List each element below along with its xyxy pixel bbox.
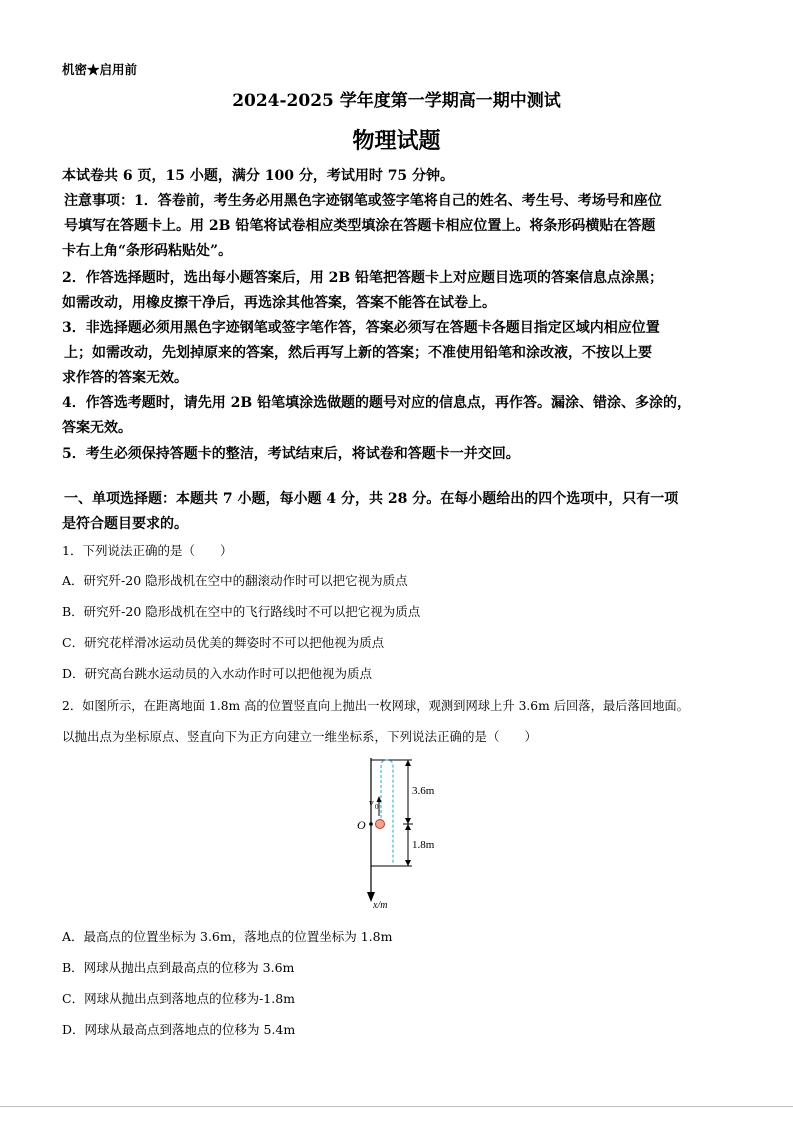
question-2-option-c: C．网球从抛出点到落地点的位移为-1.8m (62, 991, 296, 1006)
arrow-up-icon (405, 824, 411, 830)
instruction-line: 号填写在答题卡上。用 2B 铅笔将试卷相应类型填涂在答题卡相应位置上。将条形码横贴在答题 (64, 218, 656, 234)
instruction-line: 5．考生必须保持答题卡的整洁，考试结束后，将试卷和答题卡一并交回。 (62, 446, 520, 462)
exam-title: 2024-2025 学年度第一学期高一期中测试 (232, 91, 561, 111)
velocity-label: v (369, 798, 374, 809)
instruction-line: 4．作答选考题时，请先用 2B 铅笔填涂选做题的题号对应的信息点，再作答。漏涂、错涂、多涂的， (62, 395, 692, 411)
section-heading: 一、单项选择题：本题共 7 小题，每小题 4 分，共 28 分。在每小题给出的四个选项中，只有一项 (64, 491, 679, 507)
instruction-line: 如需改动，用橡皮擦干净后，再选涂其他答案，答案不能答在试卷上。 (62, 295, 496, 311)
question-2-option-d: D．网球从最高点到落地点的位移为 5.4m (62, 1022, 296, 1037)
question-2-stem-cont: 以抛出点为坐标原点、竖直向下为正方向建立一维坐标系，下列说法正确的是（ ） (62, 729, 538, 744)
section-heading-cont: 是符合题目要求的。 (62, 516, 188, 532)
instruction-line: 3．非选择题必须用黑色字迹钢笔或签字笔作答，答案必须写在答题卡各题目指定区域内相应位置 (62, 320, 660, 336)
instruction-line: 求作答的答案无效。 (62, 370, 188, 386)
subject-title: 物理试题 (352, 128, 441, 154)
trajectory-diagram (320, 752, 460, 916)
question-1-option-a: A．研究歼-20 隐形战机在空中的翻滚动作时可以把它视为质点 (62, 573, 408, 588)
distance-up-label: 3.6m (412, 785, 435, 797)
origin-label: O (357, 818, 366, 832)
instruction-line: 2．作答选择题时，选出每小题答案后，用 2B 铅笔把答题卡上对应题目选项的答案信息点涂黑； (62, 270, 664, 286)
question-1-option-d: D．研究高台跳水运动员的入水动作时可以把他视为质点 (62, 666, 373, 681)
question-2-option-b: B．网球从抛出点到最高点的位移为 3.6m (62, 960, 295, 975)
arrow-down-icon (405, 860, 411, 866)
instruction-line: 卡右上角“条形码粘贴处”。 (62, 243, 233, 259)
question-1-stem: 1．下列说法正确的是（ ） (62, 543, 233, 558)
question-1-option-b: B．研究歼-20 隐形战机在空中的飞行路线时不可以把它视为质点 (62, 604, 421, 619)
distance-down-label: 1.8m (412, 839, 435, 851)
arrow-up-icon (405, 760, 411, 766)
exam-intro: 本试卷共 6 页，15 小题，满分 100 分，考试用时 75 分钟。 (62, 168, 455, 184)
tennis-ball (376, 820, 385, 829)
origin-point (369, 822, 373, 826)
ball-trajectory (381, 760, 393, 864)
instruction-line: 注意事项：1．答卷前，考生务必用黑色字迹钢笔或签字笔将自己的姓名、考生号、考场号和座位 (64, 193, 662, 209)
axis-label: x/m (373, 900, 388, 911)
arrow-down-icon (405, 818, 411, 824)
instruction-line: 上；如需改动，先划掉原来的答案，然后再写上新的答案；不准使用铅笔和涂改液，不按以上要 (64, 345, 652, 361)
question-2-stem: 2．如图所示，在距离地面 1.8m 高的位置竖直向上抛出一枚网球，观测到网球上升 3.6m 后回落，最后落回地面。 (62, 699, 689, 713)
question-2-option-a: A．最高点的位置坐标为 3.6m，落地点的位置坐标为 1.8m (62, 929, 393, 944)
confidential-label: 机密★启用前 (62, 62, 138, 77)
velocity-subscript: 0 (375, 803, 379, 811)
page-bottom-rule (0, 1106, 793, 1107)
question-1-option-c: C．研究花样滑冰运动员优美的舞姿时不可以把他视为质点 (62, 635, 385, 650)
instruction-line: 答案无效。 (62, 420, 132, 436)
